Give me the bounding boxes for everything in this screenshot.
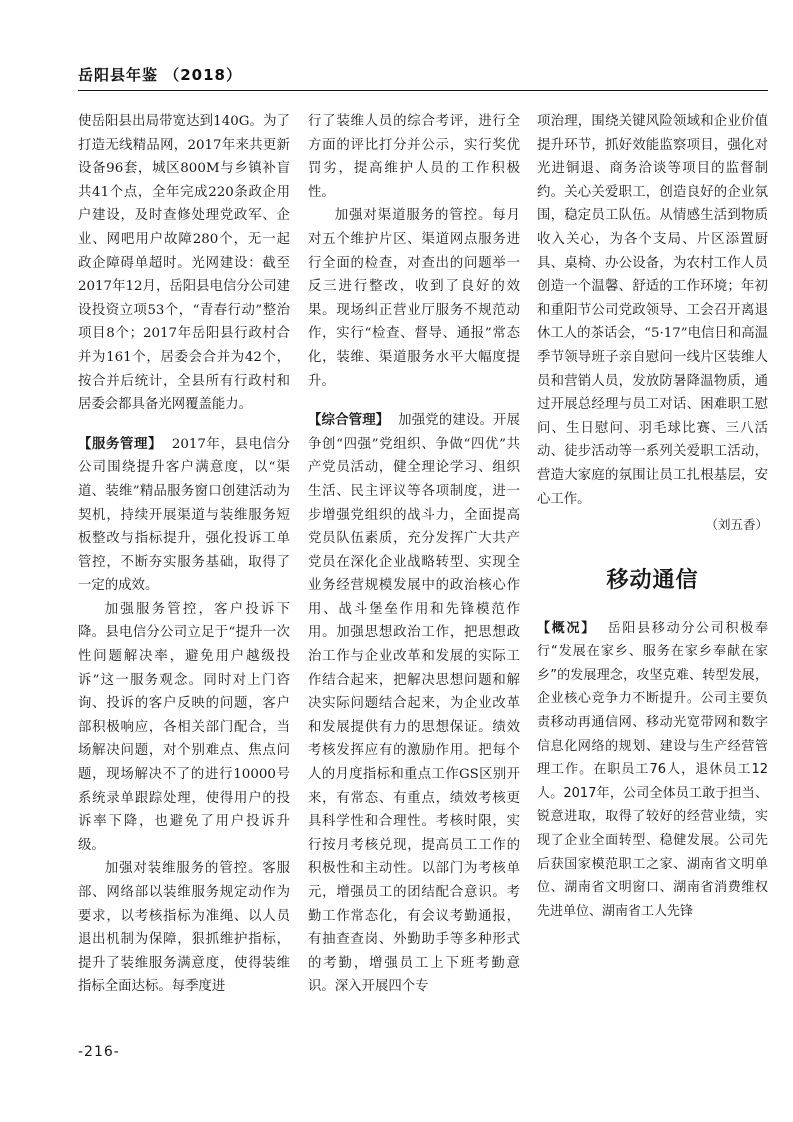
paragraph: 使岳阳县出局带宽达到140G。为了打造无线精品网，2017年来共更新设备96套，城区800M与乡镇补盲共41个点，全年完成220条政企用户建设，及时查修处理党政军、企业、网吧用户故障280个，无一起政企障碍单超时。光网建设：截至2017年12月，岳阳县电信分公司建设投资立项53个，“青春行动”整治项目8个；2017年岳阳县行政村合并为161个，居委会合并为42个，按合并后统计，全县所有行政村和居委会都具备光网覆盖能力。 <box>78 114 290 413</box>
paragraph-text: 岳阳县移动分公司积极奉行“发展在家乡、服务在家乡奉献在家乡”的发展理念，攻坚克难、转型发展，企业核心竞争力不断提升。公司主要负责移动再通信网、移动光宽带网和数字信息化网络的规划、建设与生产经营管理工作。在职员工76人，退休员工12人。2017年，公司全体员工敢于担当、锐意进取，取得了较好的经营业绩，实现了企业全面转型、稳健发展。公司先后获国家模范职工之家、湖南省文明单位、湖南省文明窗口、湖南省消费维权先进单位、湖南省工人先锋 <box>537 620 768 919</box>
author-credit: （刘五香） <box>705 517 768 533</box>
column-middle <box>308 110 520 999</box>
column-left <box>78 110 290 999</box>
section-tag-overview: 【概况】 <box>537 620 596 636</box>
section-tag-general-management: 【综合管理】 <box>308 413 390 429</box>
section-tag-service-management: 【服务管理】 <box>78 436 163 452</box>
paragraph: 加强服务管控，客户投诉下降。县电信分公司立足于“提升一次性问题解决率，避免用户越级投诉”这一服务观念。同时对上门咨询、投诉的客户反映的问题，客户部积极响应，各相关部门配合，当场解决问题，对个别难点、焦点问题，现场解决不了的进行10000号系统录单跟踪处理，使得用户的投诉率下降，也避免了用户投诉升级。 <box>78 601 290 853</box>
running-header-title: 岳阳县年鉴 （2018） <box>78 66 242 84</box>
header-rule <box>78 90 768 91</box>
paragraph: 加强对渠道服务的管控。每月对五个维护片区、渠道网点服务进行全面的检查，对查出的问题举一反三进行整改，收到了良好的效果。现场纠正营业厅服务不规范动作，实行“检查、督导、通报”常态化，装维、渠道服务水平大幅度提升。 <box>308 208 520 389</box>
page-number: -216- <box>78 1044 120 1060</box>
paragraph: 项治理，围绕关键风险领域和企业价值提升环节，抓好效能监察项目，强化对光进铜退、商务洽谈等项目的监督制约。关心关爱职工，创造良好的企业氛围，稳定员工队伍。从情感生活到物质收入关心，为各个支局、片区添置厨具、桌椅、办公设备，为农村工作人员创造一个温馨、舒适的工作环境；年初和重阳节公司党政领导、工会召开离退休工人的茶话会，“5·17”电信日和高温季节领导班子亲自慰问一线片区装维人员和营销人员，发放防暑降温物质，通过开展总经理与员工对话、困难职工慰问、生日慰问、羽毛球比赛、三八活动、徒步活动等一系列关爱职工活动，营造大家庭的氛围让员工扎根基层，安心工作。 <box>537 114 768 507</box>
paragraph-service-management <box>78 433 290 598</box>
paragraph: 行了装维人员的综合考评，进行全方面的评比打分并公示，实行奖优罚劣，提高维护人员的工作积极性。 <box>308 114 520 200</box>
paragraph-general-management <box>308 409 520 999</box>
section-heading-mobile-communications: 移动通信 <box>606 567 699 593</box>
paragraph: 加强对装维服务的管控。客服部、网络部以装维服务规定动作为要求，以考核指标为准绳、以人员退出机制为保障，狠抓维护指标，提升了装维服务满意度，使得装维指标全面达标。每季度进 <box>78 861 290 995</box>
paragraph-overview <box>537 617 768 924</box>
column-right <box>537 110 768 923</box>
paragraph-text: 2017年，县电信分公司围绕提升客户满意度，以“渠道、装维”精品服务窗口创建活动为契机，持续开展渠道与装维服务短板整改与指标提升，强化投诉工单管控，不断夯实服务基础，取得了一定的成效。 <box>78 436 291 594</box>
paragraph-text: 加强党的建设。开展争创“四强”党组织、争做“四优”共产党员活动，健全理论学习、组织生活、民主评议等各项制度，进一步增强党组织的战斗力，全面提高党员队伍素质，充分发挥广大共产党员在深化企业战略转型、实现全业务经营规模发展中的政治核心作用、战斗堡垒作用和先锋模范作用。加强思想政治工作，把思想政治工作与企业改革和发展的实际工作结合起来，把解决思想问题和解决实际问题结合起来，为企业改革和发展提供有力的思想保证。绩效考核发挥应有的激励作用。把每个人的月度指标和重点工作GS区别开来，有常态、有重点，绩效考核更具科学性和合理性。考核时限，实行按月考核兑现，提高员工工作的积极性和主动性。以部门为考核单元，增强员工的团结配合意识。考勤工作常态化，有会议考勤通报，有抽查查岗、外勤助手等多种形式的考勤，增强员工上下班考勤意识。深入开展四个专 <box>308 413 520 995</box>
